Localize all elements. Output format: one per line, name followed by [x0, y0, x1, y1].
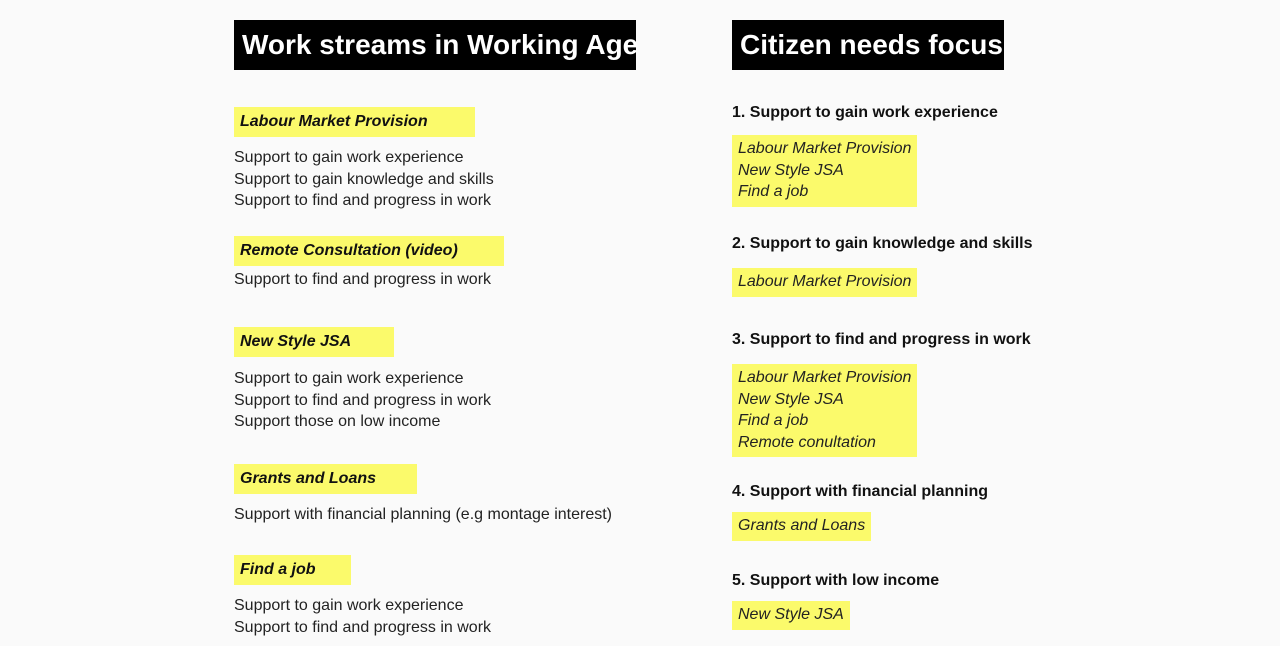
citizen-need-stream: New Style JSA: [738, 606, 844, 623]
citizen-need-title: 3. Support to find and progress in work: [732, 331, 1031, 348]
stream-need-item: Support to gain work experience: [234, 149, 464, 166]
stream-need-item: Support to find and progress in work: [234, 192, 492, 209]
stream-needs-list: [234, 269, 504, 291]
citizen-need-title: 5. Support with low income: [732, 572, 940, 589]
stream-tag: Labour Market Provision: [234, 107, 475, 137]
citizen-need-stream: Find a job: [738, 412, 809, 429]
stream-need-item: Support to gain work experience: [234, 370, 464, 387]
citizen-need-stream: Labour Market Provision: [738, 140, 912, 157]
stream-need-item: Support to find and progress in work: [234, 271, 492, 288]
stream-needs-list: [234, 504, 612, 526]
citizen-need-3: [732, 330, 1031, 457]
citizen-need-stream: Labour Market Provision: [738, 273, 912, 290]
citizen-need-title: 4. Support with financial planning: [732, 483, 988, 500]
stream-need-item: Support to find and progress in work: [234, 391, 492, 409]
stream-need-item: Support to gain knowledge and skills: [234, 170, 494, 188]
stream-tag: New Style JSA: [234, 327, 394, 357]
stream-remote-consultation: [234, 236, 504, 291]
stream-find-a-job: [234, 555, 491, 638]
citizen-need-5: [732, 571, 939, 630]
citizen-need-stream: Find a job: [738, 183, 809, 200]
stream-need-item: Support to gain work experience: [234, 597, 464, 614]
citizen-need-title: 1. Support to gain work experience: [732, 104, 998, 121]
citizen-need-stream: Grants and Loans: [738, 517, 866, 534]
citizen-need-title: 2. Support to gain knowledge and skills: [732, 235, 1033, 252]
stream-needs-list: [234, 147, 494, 212]
stream-new-style-jsa: [234, 327, 491, 433]
citizen-need-streams: [732, 135, 917, 207]
stream-need-item: Support those on low income: [234, 413, 441, 430]
citizen-need-stream: New Style JSA: [738, 390, 844, 408]
stream-need-item: Support with financial planning (e.g montage interest): [234, 506, 612, 523]
citizen-needs-title: Citizen needs focus: [732, 20, 1004, 70]
stream-needs-list: [234, 368, 491, 433]
citizen-need-streams: [732, 364, 917, 457]
citizen-need-1: [732, 103, 998, 207]
work-streams-title: Work streams in Working Age: [234, 20, 636, 70]
citizen-need-2: [732, 234, 1032, 297]
citizen-need-stream: New Style JSA: [738, 161, 844, 179]
stream-grants-and-loans: [234, 464, 612, 526]
stream-needs-list: [234, 595, 491, 638]
stream-need-item: Support to find and progress in work: [234, 618, 492, 636]
citizen-need-stream: Labour Market Provision: [738, 369, 912, 386]
stream-tag: Grants and Loans: [234, 464, 417, 494]
stream-tag: Remote Consultation (video): [234, 236, 504, 266]
stream-labour-market-provision: [234, 107, 494, 212]
citizen-need-streams: [732, 601, 850, 630]
citizen-need-streams: [732, 512, 871, 541]
citizen-need-stream: Remote conultation: [738, 433, 876, 451]
citizen-need-streams: [732, 268, 917, 297]
stream-tag: Find a job: [234, 555, 351, 585]
citizen-need-4: [732, 482, 988, 541]
